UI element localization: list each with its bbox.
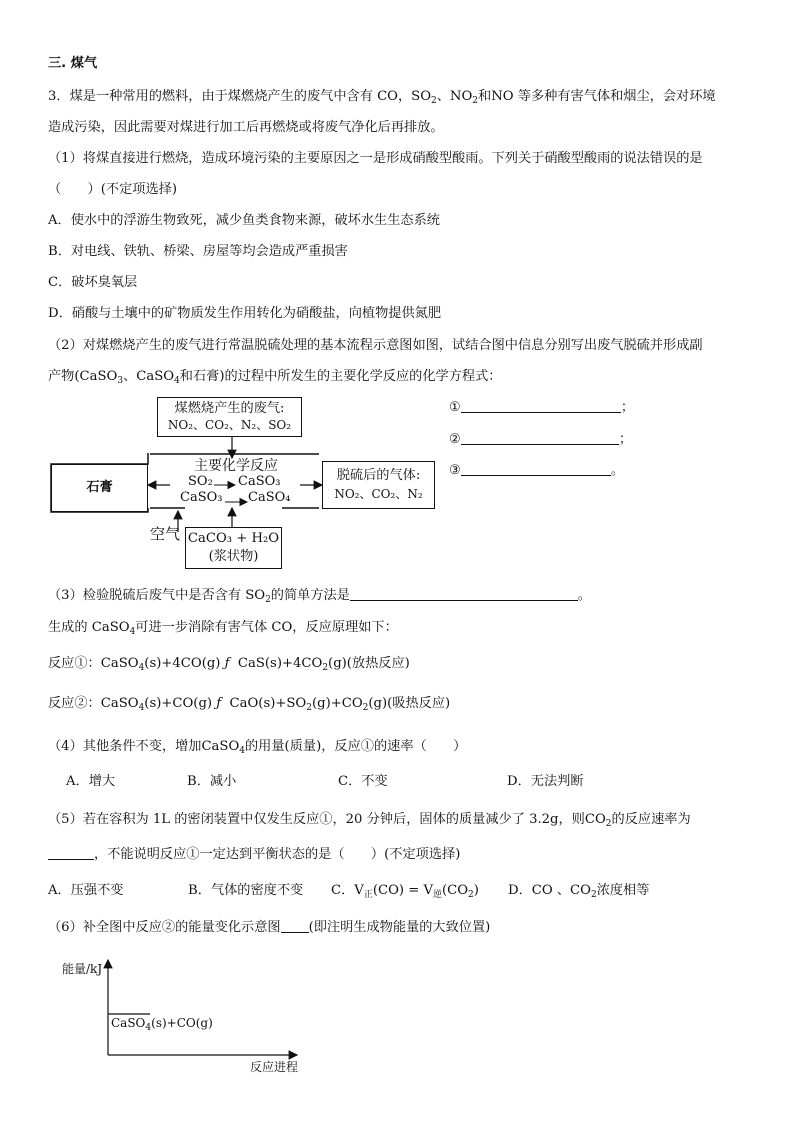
part3-question: （3）检验脱硫后废气中是否含有 $SO_2$的简单方法是 。 — [48, 588, 592, 605]
energy-reactant-label: CaSO$_4$(s)+CO(g) — [111, 1016, 213, 1033]
q3-intro-line2: 造成污染，因此需要对煤进行加工后再燃烧或将废气净化后再排放。 — [48, 120, 444, 135]
part1-option-a: A．使水中的浮游生物致死，减少鱼类食物来源，破坏水生生态系统 — [48, 213, 440, 228]
flow-slurry-note: (浆状物) — [208, 549, 259, 564]
part2-question-line2: 产物(CaSO$_3$、CaSO$_4$和石膏)的过程中所发生的主要化学反应的化学方程式： — [48, 369, 502, 386]
flow-air-label: 空气 — [150, 525, 181, 543]
answer-eq3: ③ 。 — [449, 463, 625, 478]
flow-source-gases: NO₂、CO₂、N₂、SO₂ — [167, 418, 292, 432]
caso4-intro: 生成的 CaSO$_4$可进一步消除有害气体 CO，反应原理如下： — [48, 620, 398, 637]
section-title: 三. 煤气 — [48, 56, 98, 71]
part1-bracket: （ ）(不定项选择) — [48, 182, 177, 197]
flow-r1-product: CaSO₃ — [238, 474, 281, 489]
energy-x-label: 反应进程 — [250, 1060, 299, 1074]
part4-option-d: D．无法判断 — [507, 774, 584, 789]
part1-option-c: C．破坏臭氧层 — [48, 275, 138, 290]
part1-option-b: B．对电线、铁轨、桥梁、房屋等均会造成严重损害 — [48, 244, 348, 259]
part2-question-line1: （2）对煤燃烧产生的废气进行常温脱硫处理的基本流程示意图如图，试结合图中信息分别写出废气脱硫并形成副 — [48, 338, 703, 353]
part4-option-c: C．不变 — [338, 774, 388, 789]
energy-y-label: 能量/kJ — [62, 962, 103, 976]
q3-intro-line1: 3．煤是一种常用的燃料，由于煤燃烧产生的废气中含有 CO，$SO_2$、$NO_2$和NO 等多种有害气体和烟尘，会对环境 — [48, 89, 716, 106]
part5-question: （5）若在容积为 1L 的密闭装置中仅发生反应①，20 分钟后，固体的质量减少了 3.2g，则$CO_2$的反应速率为 — [48, 812, 691, 829]
flow-main-reaction-title: 主要化学反应 — [194, 458, 278, 474]
flow-slurry-formula: CaCO₃ + H₂O — [187, 531, 280, 546]
reaction-1: 反应①：CaSO$_4$(s)+4CO(g) ƒ $CaS(s)+4CO_2(g)$(放热反应) — [48, 656, 410, 673]
flow-gypsum-box: 石膏 — [51, 464, 148, 512]
answer-eq2: ② ； — [449, 432, 633, 447]
part6-question: （6）补全图中反应②的能量变化示意图 (即注明生成物能量的大致位置) — [48, 920, 491, 935]
flow-output-gases: NO₂、CO₂、N₂ — [334, 487, 423, 501]
part5-option-a: A．压强不变 — [48, 883, 124, 898]
part4-option-a: A．增大 — [66, 774, 116, 789]
part1-question: （1）将煤直接进行燃烧，造成环境污染的主要原因之一是形成硝酸型酸雨。下列关于硝酸型酸雨的说法错误的是 — [48, 151, 703, 166]
part5-option-d: D．CO 、$CO_2$浓度相等 — [508, 883, 650, 900]
part5-option-c: C．$V_正(CO) = V_逆(CO_2)$ — [331, 883, 479, 900]
flow-r2-reactant: CaSO₃ — [180, 490, 223, 505]
part5-question-line2: ，不能说明反应①一定达到平衡状态的是（ ）(不定项选择) — [48, 846, 460, 864]
flow-source-title: 煤燃烧产生的废气: — [174, 401, 285, 416]
flow-r2-product: CaSO₄ — [248, 490, 291, 505]
part1-option-d: D．硝酸与土壤中的矿物质发生作用转化为硝酸盐，向植物提供氮肥 — [48, 306, 442, 321]
part4-question: （4）其他条件不变，增加CaSO$_4$的用量(质量)，反应①的速率（ ） — [48, 739, 467, 756]
part5-option-b: B．气体的密度不变 — [188, 883, 304, 898]
flow-r1-reactant: SO₂ — [188, 474, 213, 489]
flow-output-title: 脱硫后的气体: — [336, 468, 421, 483]
reaction-2: 反应②：CaSO$_4$(s)+CO(g) ƒ $CaO(s)+SO_2(g)+CO_2(g)$(吸热反应) — [48, 696, 451, 713]
part4-option-b: B．减小 — [187, 774, 237, 789]
answer-eq1: ① ； — [449, 400, 635, 415]
